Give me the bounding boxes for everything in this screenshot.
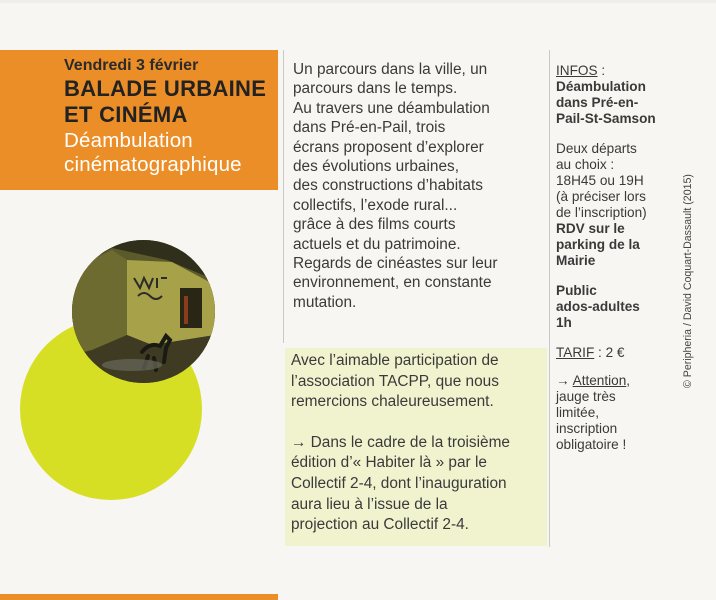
note-line: aura lieu à l’issue de la [291,495,448,513]
description-line: écrans proposent d’explorer [293,138,484,156]
event-subtitle-line: cinématographique [64,153,242,176]
bottom-orange-strip [0,594,278,600]
description-line: environnement, en constante [293,274,492,292]
info-label: INFOS [556,63,598,78]
info-line: parking de la [556,237,640,252]
event-title-line: ET CINÉMA [64,102,188,127]
attention-sep: , [626,373,631,388]
description-line: grâce à des films courts [293,216,456,234]
note-box [285,348,547,546]
info-line: 18H45 ou 19H [556,173,644,188]
note-line: projection au Collectif 2-4. [291,516,469,534]
event-description [293,60,543,312]
acknowledgement-text [291,351,541,413]
description-line: dans Pré-en-Pail, trois [293,119,446,137]
photo-credit: © Peripheria / David Coquart-Dassault (2015) [682,174,694,388]
column-divider [283,50,284,343]
note-line: → Dans le cadre de la troisième [291,433,510,451]
description-line: Un parcours dans la ville, un [293,61,488,78]
column-divider [549,50,550,547]
info-label-sep: : [597,63,606,78]
event-header [0,50,278,190]
description-line: des évolutions urbaines, [293,158,459,176]
event-photo [72,240,215,383]
tarif-label: TARIF [556,345,595,360]
info-line: obligatoire ! [556,437,627,452]
info-line: (à préciser lors [556,189,646,204]
description-line: mutation. [293,293,357,311]
event-subtitle-line: Déambulation [64,129,193,152]
tarif-value: : 2 € [594,345,625,360]
description-line: Au travers une déambulation [293,99,490,117]
info-public [556,283,686,331]
info-line: inscription [556,421,618,436]
arrow-icon: → [556,373,573,388]
info-rdv [556,221,686,269]
context-text [291,433,541,536]
attention-label: Attention [572,373,627,388]
info-line: dans Pré-en- [556,95,639,110]
info-departures [556,141,686,221]
info-line: 1h [556,315,572,330]
info-column [556,63,686,453]
event-title [64,76,270,128]
note-line: l’association TACPP, que nous [291,372,499,390]
info-line: jauge très [556,389,616,404]
info-line: RDV sur le [556,221,625,236]
info-line: ados-adultes [556,299,640,314]
info-line: de l’inscription) [556,205,647,220]
note-line: remercions chaleureusement. [291,393,494,411]
description-line: Regards de cinéastes sur leur [293,255,498,273]
top-border [0,0,716,3]
description-line: collectifs, l’exode rural... [293,196,458,214]
info-line: Public [556,283,597,298]
event-date: Vendredi 3 février [64,57,199,74]
info-line: au choix : [556,157,615,172]
description-line: actuels et du patrimoine. [293,235,461,253]
note-line: Collectif 2-4, dont l’inauguration [291,474,507,492]
info-heading [556,63,686,79]
info-tarif [556,345,686,361]
event-subtitle [64,129,270,177]
info-line: Pail-St-Samson [556,111,656,126]
note-line: édition d’« Habiter là » par le [291,454,487,472]
description-line: parcours dans le temps. [293,80,458,98]
info-place [556,79,686,127]
event-title-line: BALADE URBAINE [64,76,267,101]
info-line: Déambulation [556,79,646,94]
info-attention [556,373,686,453]
info-line: Deux départs [556,141,637,156]
info-line: limitée, [556,405,600,420]
note-line: Avec l’aimable participation de [291,352,499,369]
info-line: Mairie [556,253,596,268]
description-line: des constructions d’habitats [293,177,483,195]
